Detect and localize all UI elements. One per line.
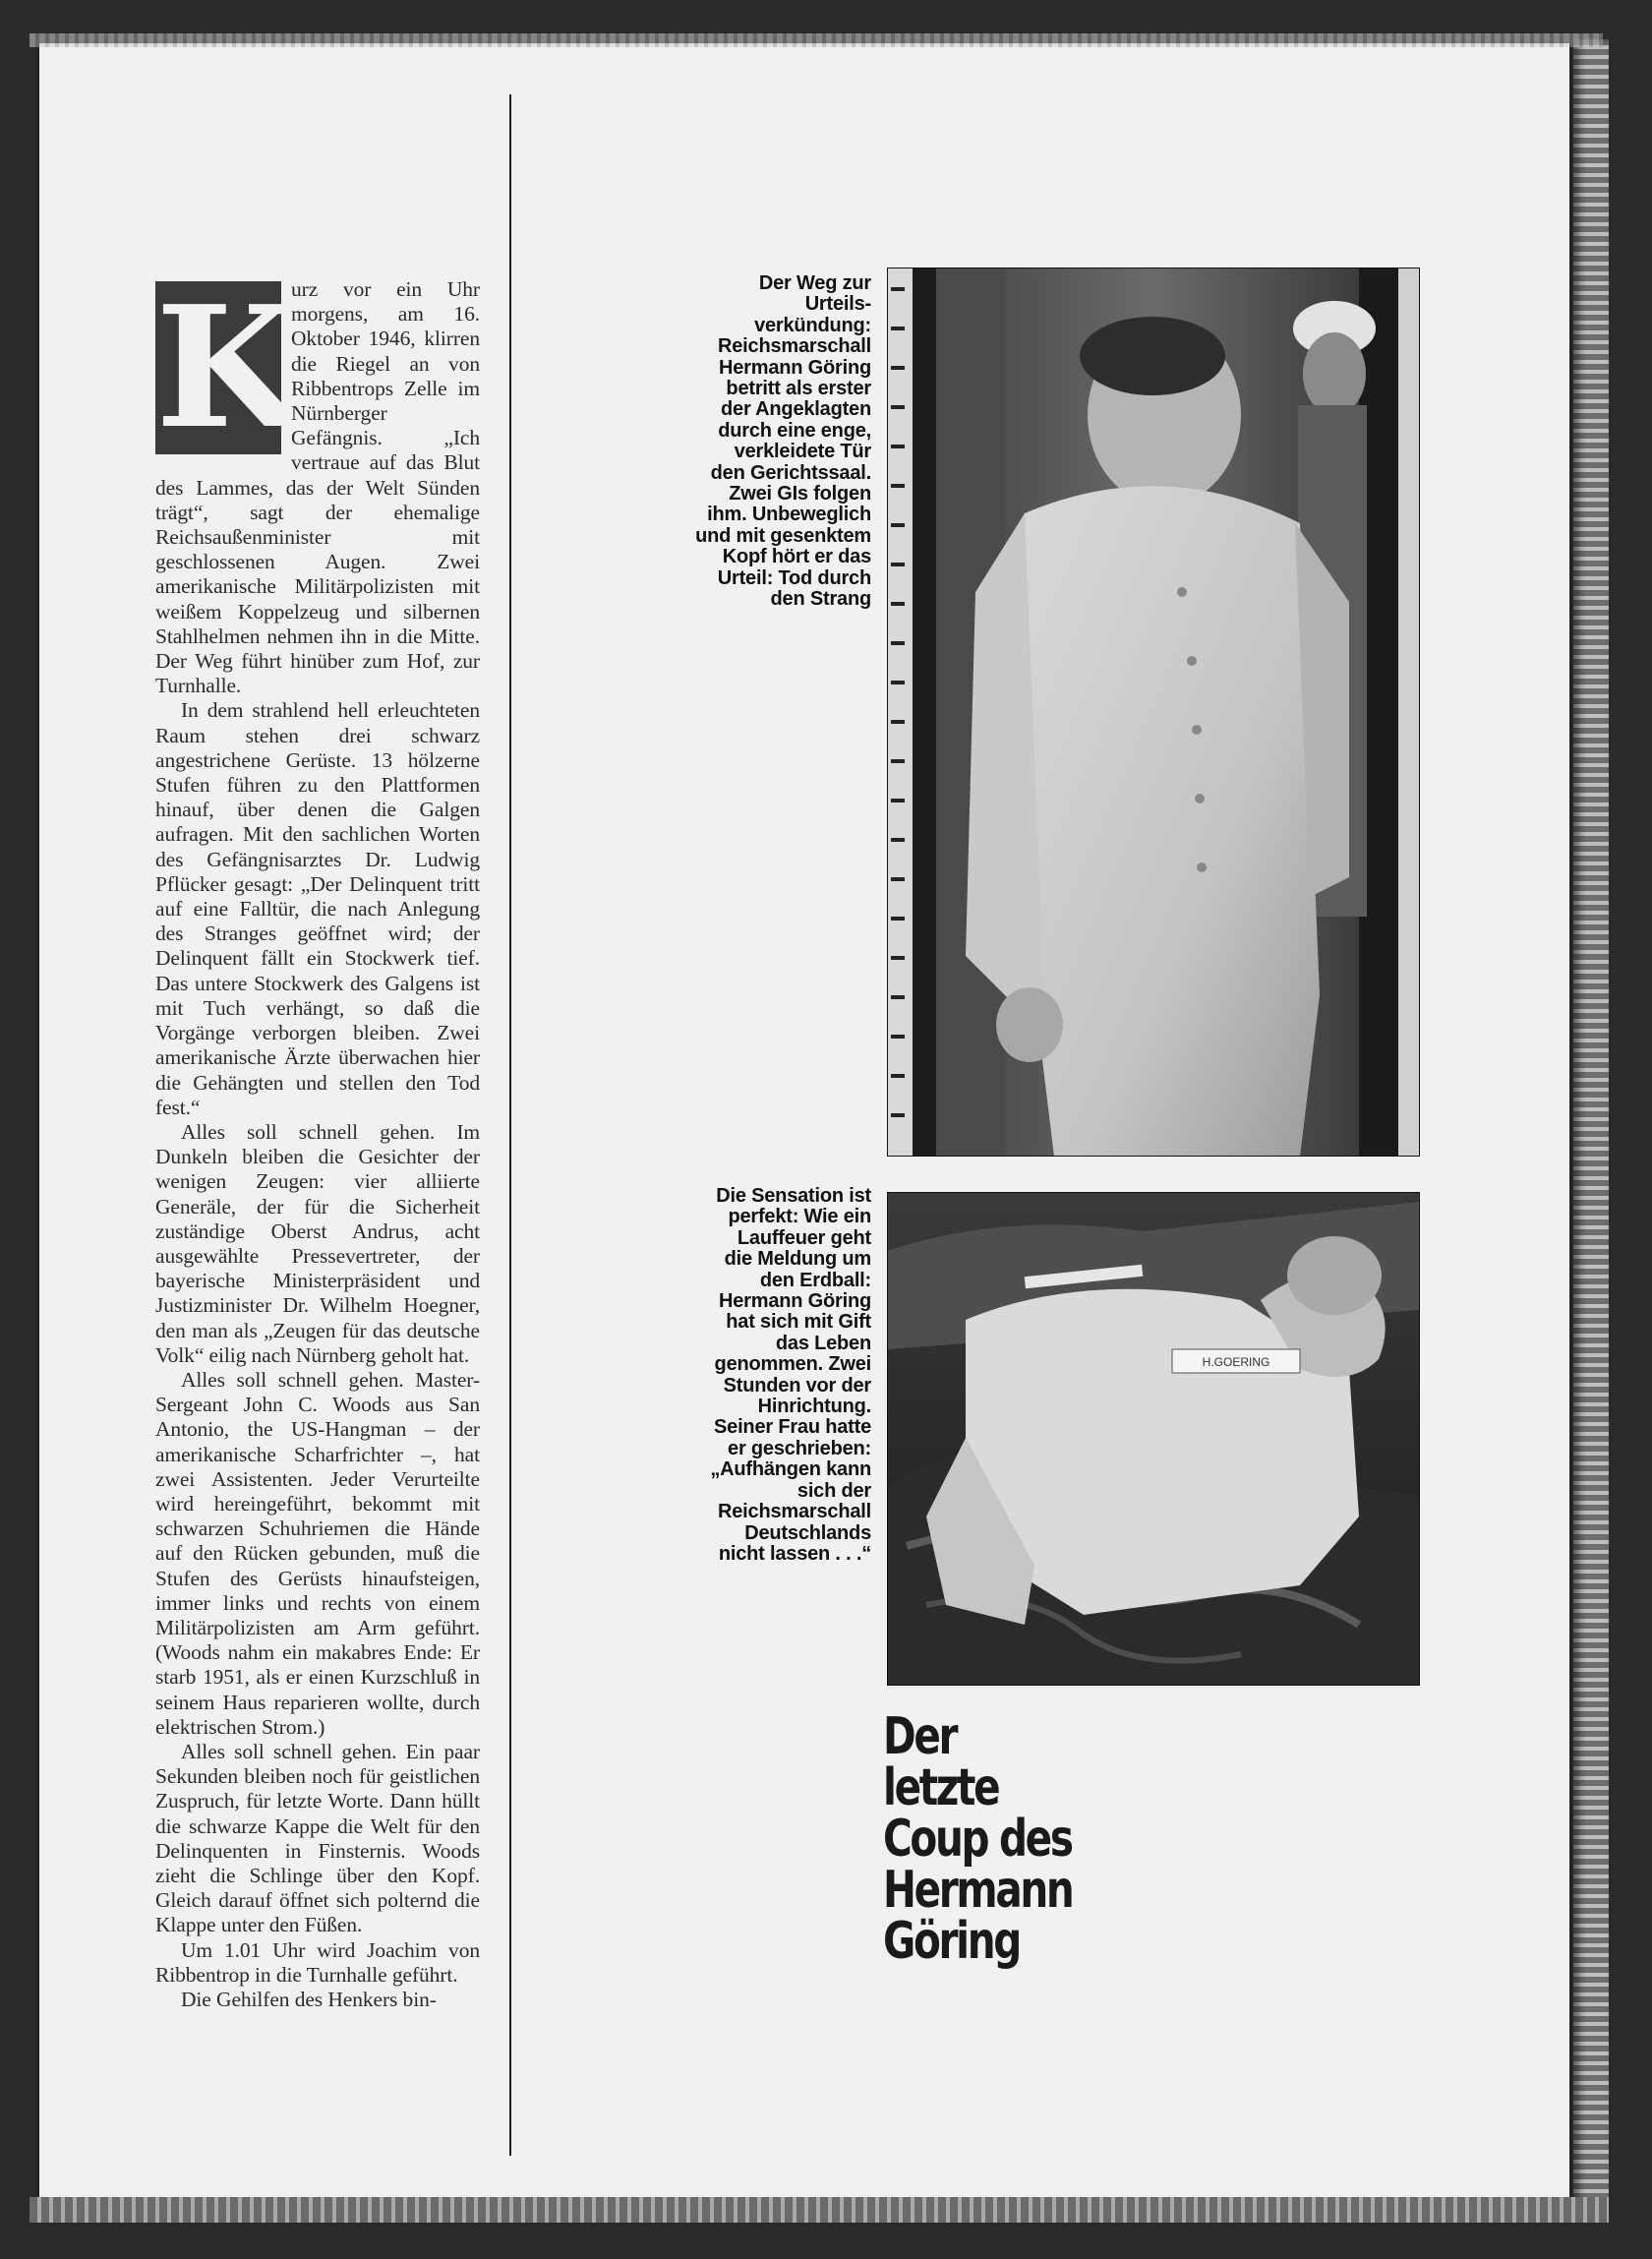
article-paragraph: Alles soll schnell gehen. Ein paar Sekunden bleiben noch für geistlichen Zuspruch, für letzte Worte. Dann hüllt die schwarze Kappe die Welt für den Delinquenten in Finsternis. Woods zieht die Schlinge über den Kopf. Gleich darauf öffnet sich polternd die Klappe unter den Füßen. — [155, 1739, 480, 1937]
caption-line: den Erdball: — [759, 1269, 871, 1291]
caption-line: ihm. Unbeweglich — [707, 504, 871, 526]
photo-goering-doorway — [887, 268, 1420, 1157]
caption-line: er geschrieben: — [728, 1437, 871, 1459]
headline-line: Coup des — [883, 1810, 1072, 1869]
caption-line: „Aufhängen kann — [710, 1458, 871, 1481]
article-paragraph: Um 1.01 Uhr wird Joachim von Ribbentrop in die Turnhalle geführt. — [155, 1937, 480, 1987]
caption-line: sich der — [796, 1479, 871, 1502]
caption-line: Reichsmarschall — [718, 1501, 871, 1523]
photo-caption-top — [639, 273, 871, 611]
caption-line: Hermann Göring — [719, 1290, 871, 1313]
name-tag: H.GOERING — [1202, 1355, 1270, 1369]
caption-line: durch eine enge, — [718, 419, 871, 442]
caption-line: verkleidete Tür — [734, 441, 871, 463]
photo-caption-bottom — [629, 1186, 871, 1565]
caption-line: Der Weg zur — [758, 272, 871, 294]
caption-line: genommen. Zwei — [714, 1353, 871, 1376]
article-paragraph: Alles soll schnell gehen. Master-Sergeant John C. Woods aus San Antonio, the US-Hangman – der amerikanische Scharfrichter –, hat zwei Assistenten. Jeder Verurteilte wird hereingeführt, bekommt mit schwarzen Schuhriemen die Hände auf den Rücken gebunden, muß die Stufen des Gerüsts hinaufsteigen, immer links und rechts von einem Militärpolizisten am Arm geführt. (Woods nahm ein makabres Ende: Er starb 1951, als er einen Kurzschluß in seinem Haus reparieren wollte, durch elektrischen Strom.) — [155, 1367, 480, 1739]
sheet-protector-bottom — [30, 2197, 1609, 2223]
caption-line: Hinrichtung. — [757, 1396, 871, 1418]
caption-line: die Meldung um — [724, 1248, 871, 1271]
sheet-protector-top — [30, 33, 1603, 47]
caption-line: Urteils- — [804, 293, 871, 316]
caption-line: perfekt: Wie ein — [728, 1206, 871, 1228]
column-divider — [509, 94, 511, 2156]
article-paragraph-text: urz vor ein Uhr morgens, am 16. Oktober 1946, klirren die Riegel an von Ribbentrops Zelle im Nürnberger Gefängnis. „Ich vertraue auf das Blut des Lammes, das der Welt Sünden trägt“, sagt der ehemalige Reichsaußenminister mit geschlossenen Augen. Zwei amerikanische Militärpolizisten mit weißem Koppelzeug und silbernen Stahlhelmen nehmen ihn in die Mitte. Der Weg führt hinüber zum Hof, zur Turnhalle. — [155, 277, 480, 698]
caption-line: verkündung: — [754, 314, 871, 336]
headline-line: Hermann — [883, 1861, 1073, 1920]
caption-line: Zwei GIs folgen — [729, 483, 871, 505]
article-paragraph: In dem strahlend hell erleuchteten Raum stehen drei schwarz angestrichene Gerüste. 13 hölzerne Stufen führen zu den Plattformen hinauf, über denen die Galgen aufragen. Mit den sachlichen Worten des Gefängnisarztes Dr. Ludwig Pflücker gesagt: „Der Delinquent tritt auf eine Falltür, die nach Anlegung des Stranges geöffnet wird; der Delinquent fällt ein Stockwerk tief. Das untere Stockwerk des Galgens ist mit Tuch verhängt, so daß die Vorgänge verborgen bleiben. Zwei amerikanische Ärzte überwachen hier die Gehängten und stellen den Tod fest.“ — [155, 698, 480, 1119]
article-paragraph — [155, 269, 480, 698]
caption-line: das Leben — [775, 1332, 871, 1354]
caption-line: Die Sensation ist — [716, 1185, 871, 1207]
headline-line: Göring — [883, 1912, 1020, 1971]
caption-line: den Gerichtssaal. — [710, 461, 871, 484]
caption-line: Kopf hört er das — [722, 546, 871, 568]
caption-line: den Strang — [770, 588, 871, 611]
article-headline — [883, 1707, 1083, 1971]
caption-line: hat sich mit Gift — [726, 1311, 871, 1334]
caption-line: und mit gesenktem — [695, 524, 871, 547]
caption-line: Deutschlands — [744, 1521, 871, 1544]
caption-line: Stunden vor der — [723, 1374, 871, 1397]
caption-line: Reichsmarschall — [718, 335, 871, 358]
caption-line: Urteil: Tod durch — [717, 566, 871, 589]
article-paragraph: Die Gehilfen des Henkers bin- — [181, 1988, 437, 2012]
dropcap-letter: K — [155, 269, 301, 466]
article-paragraph: Alles soll schnell gehen. Im Dunkeln bleiben die Gesichter der wenigen Zeugen: vier alliierte Generäle, der für die Sicherheit zuständige Oberst Andrus, acht ausgewählte Pressevertreter, der bayerische Ministerpräsident und Justizminister Dr. Wilhelm Hoegner, den man als „Zeugen für das deutsche Volk“ eilig nach Nürnberg geholt hat. — [155, 1119, 480, 1367]
caption-line: Lauffeuer geht — [737, 1226, 871, 1249]
caption-line: betritt als erster — [726, 378, 871, 400]
article-column — [155, 269, 480, 2012]
caption-line: nicht lassen . . .“ — [718, 1542, 871, 1565]
sheet-protector-edge — [1573, 39, 1609, 2223]
headline-line: Der letzte — [883, 1707, 999, 1817]
caption-line: der Angeklagten — [721, 398, 871, 421]
caption-line: Hermann Göring — [719, 356, 871, 379]
caption-line: Seiner Frau hatte — [714, 1416, 871, 1439]
photo-goering-deathbed — [887, 1192, 1420, 1686]
